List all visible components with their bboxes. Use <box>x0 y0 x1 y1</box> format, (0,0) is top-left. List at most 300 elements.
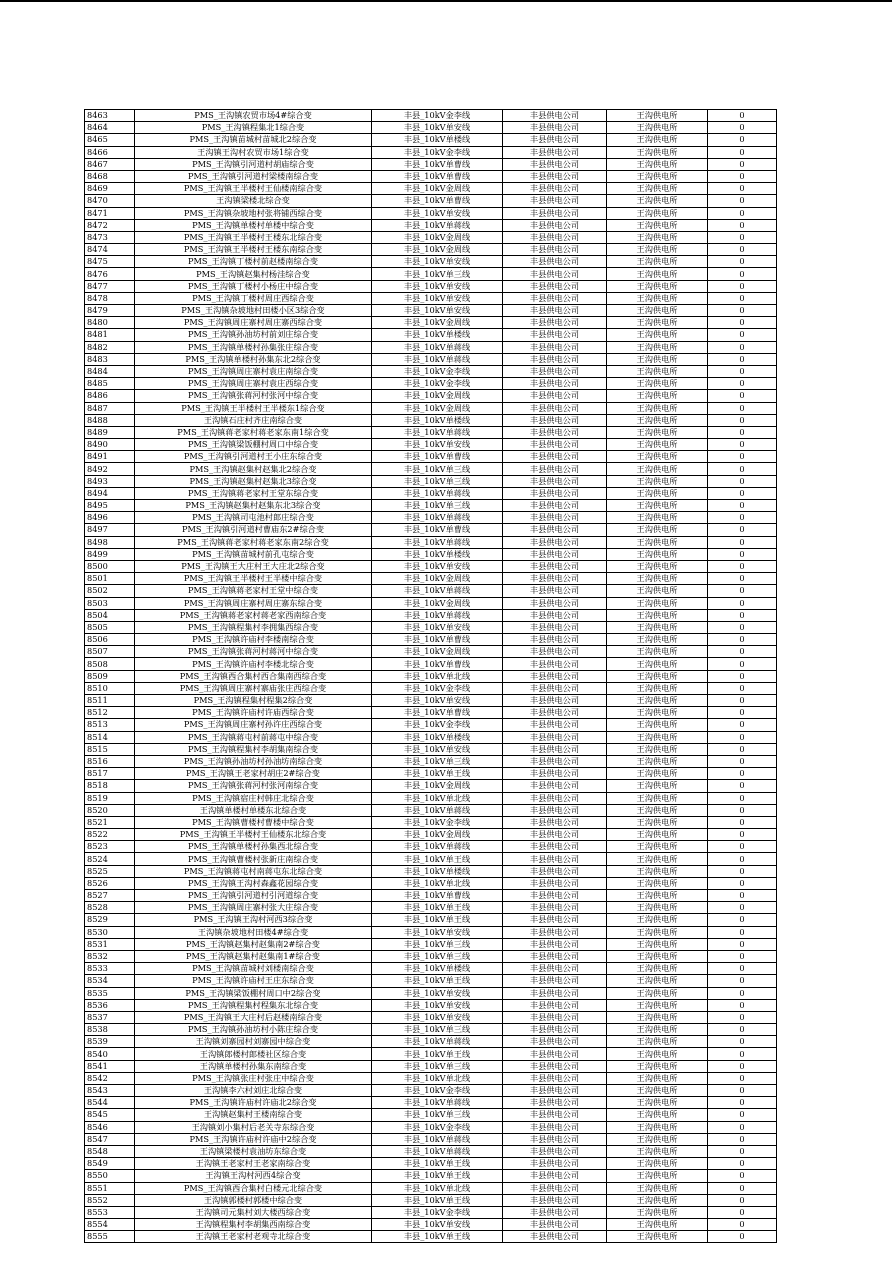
table-row <box>85 1097 777 1109</box>
table-row <box>85 1109 777 1121</box>
transformer-name-cell: PMS_王沟镇王半楼村王仙楼南综合变 <box>135 183 372 195</box>
row-id-cell: 8498 <box>85 536 135 548</box>
station-cell: 王沟供电所 <box>607 463 708 475</box>
feeder-line-cell: 丰县_10kV单三线 <box>372 500 503 512</box>
company-cell: 丰县供电公司 <box>503 646 607 658</box>
company-cell: 丰县供电公司 <box>503 536 607 548</box>
row-id-cell: 8505 <box>85 621 135 633</box>
transformer-name-cell: PMS_王沟镇西合集村白楼元北综合变 <box>135 1182 372 1194</box>
value-cell: 0 <box>708 1109 777 1121</box>
table-row <box>85 475 777 487</box>
transformer-name-cell: 王沟镇李六村刘庄北综合变 <box>135 1085 372 1097</box>
value-cell: 0 <box>708 1182 777 1194</box>
row-id-cell: 8527 <box>85 890 135 902</box>
feeder-line-cell: 丰县_10kV单三线 <box>372 938 503 950</box>
transformer-name-cell: PMS_王沟镇周庄寨村张大庄综合变 <box>135 902 372 914</box>
station-cell: 王沟供电所 <box>607 658 708 670</box>
value-cell: 0 <box>708 963 777 975</box>
transformer-name-cell: 王沟镇梁楼北综合变 <box>135 195 372 207</box>
value-cell: 0 <box>708 975 777 987</box>
station-cell: 王沟供电所 <box>607 755 708 767</box>
table-row <box>85 634 777 646</box>
transformer-name-cell: PMS_王沟镇蒋老家村蒋老家西南综合变 <box>135 609 372 621</box>
row-id-cell: 8529 <box>85 914 135 926</box>
table-row <box>85 305 777 317</box>
station-cell: 王沟供电所 <box>607 938 708 950</box>
row-id-cell: 8536 <box>85 999 135 1011</box>
feeder-line-cell: 丰县_10kV单安线 <box>372 292 503 304</box>
table-row <box>85 402 777 414</box>
table-row <box>85 926 777 938</box>
feeder-line-cell: 丰县_10kV单王线 <box>372 1231 503 1243</box>
feeder-line-cell: 丰县_10kV单王线 <box>372 853 503 865</box>
station-cell: 王沟供电所 <box>607 548 708 560</box>
feeder-line-cell: 丰县_10kV单蒋线 <box>372 841 503 853</box>
value-cell: 0 <box>708 548 777 560</box>
table-row <box>85 231 777 243</box>
company-cell: 丰县供电公司 <box>503 1133 607 1145</box>
transformer-name-cell: PMS_王沟镇周庄寨村周庄寨东综合变 <box>135 597 372 609</box>
transformer-name-cell: PMS_王沟镇许庙村李楼南综合变 <box>135 634 372 646</box>
feeder-line-cell: 丰县_10kV单楼线 <box>372 865 503 877</box>
feeder-line-cell: 丰县_10kV单王线 <box>372 1048 503 1060</box>
station-cell: 王沟供电所 <box>607 890 708 902</box>
transformer-name-cell: PMS_王沟镇蒋屯村前蒋屯中综合变 <box>135 731 372 743</box>
row-id-cell: 8472 <box>85 219 135 231</box>
value-cell: 0 <box>708 1145 777 1157</box>
company-cell: 丰县供电公司 <box>503 122 607 134</box>
value-cell: 0 <box>708 219 777 231</box>
value-cell: 0 <box>708 999 777 1011</box>
value-cell: 0 <box>708 597 777 609</box>
value-cell: 0 <box>708 414 777 426</box>
transformer-name-cell: 王沟镇王沟村农贸市场1综合变 <box>135 146 372 158</box>
row-id-cell: 8525 <box>85 865 135 877</box>
value-cell: 0 <box>708 816 777 828</box>
table-row <box>85 975 777 987</box>
table-row <box>85 816 777 828</box>
company-cell: 丰县供电公司 <box>503 110 607 122</box>
value-cell: 0 <box>708 378 777 390</box>
station-cell: 王沟供电所 <box>607 219 708 231</box>
row-id-cell: 8522 <box>85 829 135 841</box>
row-id-cell: 8521 <box>85 816 135 828</box>
transformer-name-cell: PMS_王沟镇曹楼村张新庄南综合变 <box>135 853 372 865</box>
company-cell: 丰县供电公司 <box>503 938 607 950</box>
row-id-cell: 8467 <box>85 158 135 170</box>
company-cell: 丰县供电公司 <box>503 402 607 414</box>
table-row <box>85 1194 777 1206</box>
station-cell: 王沟供电所 <box>607 646 708 658</box>
company-cell: 丰县供电公司 <box>503 280 607 292</box>
feeder-line-cell: 丰县_10kV金周线 <box>372 231 503 243</box>
transformer-name-cell: PMS_王沟镇梁饭棚村周口中综合变 <box>135 439 372 451</box>
station-cell: 王沟供电所 <box>607 609 708 621</box>
station-cell: 王沟供电所 <box>607 524 708 536</box>
feeder-line-cell: 丰县_10kV金李线 <box>372 1085 503 1097</box>
company-cell: 丰县供电公司 <box>503 1072 607 1084</box>
company-cell: 丰县供电公司 <box>503 670 607 682</box>
transformer-name-cell: 王沟镇梁楼村袁油坊东综合变 <box>135 1145 372 1157</box>
feeder-line-cell: 丰县_10kV单安线 <box>372 926 503 938</box>
transformer-name-cell: 王沟镇王老家村老观寺北综合变 <box>135 1231 372 1243</box>
value-cell: 0 <box>708 926 777 938</box>
feeder-line-cell: 丰县_10kV单蒋线 <box>372 1145 503 1157</box>
table-row <box>85 256 777 268</box>
station-cell: 王沟供电所 <box>607 110 708 122</box>
table-row <box>85 853 777 865</box>
value-cell: 0 <box>708 512 777 524</box>
company-cell: 丰县供电公司 <box>503 439 607 451</box>
company-cell: 丰县供电公司 <box>503 975 607 987</box>
station-cell: 王沟供电所 <box>607 1060 708 1072</box>
transformer-name-cell: PMS_王沟镇蒋老家村蒋老家东南1综合变 <box>135 426 372 438</box>
station-cell: 王沟供电所 <box>607 780 708 792</box>
value-cell: 0 <box>708 1206 777 1218</box>
company-cell: 丰县供电公司 <box>503 853 607 865</box>
station-cell: 王沟供电所 <box>607 1011 708 1023</box>
table-row <box>85 1182 777 1194</box>
table-row <box>85 768 777 780</box>
station-cell: 王沟供电所 <box>607 317 708 329</box>
table-row <box>85 500 777 512</box>
company-cell: 丰县供电公司 <box>503 597 607 609</box>
row-id-cell: 8504 <box>85 609 135 621</box>
feeder-line-cell: 丰县_10kV金周线 <box>372 183 503 195</box>
value-cell: 0 <box>708 329 777 341</box>
feeder-line-cell: 丰县_10kV单三线 <box>372 755 503 767</box>
transformer-name-cell: PMS_王沟镇许庙村许庙中2综合变 <box>135 1133 372 1145</box>
row-id-cell: 8500 <box>85 560 135 572</box>
transformer-name-cell: PMS_王沟镇蒋老家村蒋老家东南2综合变 <box>135 536 372 548</box>
table-row <box>85 890 777 902</box>
feeder-line-cell: 丰县_10kV单曹线 <box>372 890 503 902</box>
table-row <box>85 390 777 402</box>
value-cell: 0 <box>708 841 777 853</box>
row-id-cell: 8538 <box>85 1024 135 1036</box>
table-row <box>85 792 777 804</box>
table-row <box>85 560 777 572</box>
transformer-name-cell: PMS_王沟镇引河道村引河道综合变 <box>135 890 372 902</box>
station-cell: 王沟供电所 <box>607 1182 708 1194</box>
value-cell: 0 <box>708 829 777 841</box>
table-row <box>85 719 777 731</box>
row-id-cell: 8547 <box>85 1133 135 1145</box>
value-cell: 0 <box>708 609 777 621</box>
transformer-name-cell: 王沟镇石庄村齐庄南综合变 <box>135 414 372 426</box>
value-cell: 0 <box>708 292 777 304</box>
row-id-cell: 8518 <box>85 780 135 792</box>
value-cell: 0 <box>708 1072 777 1084</box>
company-cell: 丰县供电公司 <box>503 463 607 475</box>
feeder-line-cell: 丰县_10kV金李线 <box>372 378 503 390</box>
feeder-line-cell: 丰县_10kV单楼线 <box>372 414 503 426</box>
table-row <box>85 1121 777 1133</box>
feeder-line-cell: 丰县_10kV单安线 <box>372 621 503 633</box>
row-id-cell: 8534 <box>85 975 135 987</box>
transformer-name-cell: 王沟镇刘小集村后老关寺东综合变 <box>135 1121 372 1133</box>
value-cell: 0 <box>708 524 777 536</box>
station-cell: 王沟供电所 <box>607 1170 708 1182</box>
row-id-cell: 8464 <box>85 122 135 134</box>
station-cell: 王沟供电所 <box>607 1024 708 1036</box>
feeder-line-cell: 丰县_10kV金李线 <box>372 719 503 731</box>
transformer-name-cell: PMS_王沟镇农贸市场4#综合变 <box>135 110 372 122</box>
value-cell: 0 <box>708 402 777 414</box>
table-row <box>85 841 777 853</box>
feeder-line-cell: 丰县_10kV金周线 <box>372 573 503 585</box>
transformer-name-cell: PMS_王沟镇引河道村曹庙东2#综合变 <box>135 524 372 536</box>
transformer-name-cell: PMS_王沟镇王半楼村王半楼中综合变 <box>135 573 372 585</box>
station-cell: 王沟供电所 <box>607 707 708 719</box>
transformer-name-cell: PMS_王沟镇王半楼村王楼东南综合变 <box>135 244 372 256</box>
value-cell: 0 <box>708 890 777 902</box>
feeder-line-cell: 丰县_10kV单蒋线 <box>372 426 503 438</box>
value-cell: 0 <box>708 365 777 377</box>
transformer-name-cell: 王沟镇单楼村单楼东北综合变 <box>135 804 372 816</box>
feeder-line-cell: 丰县_10kV单安线 <box>372 999 503 1011</box>
table-row <box>85 536 777 548</box>
table-row <box>85 1072 777 1084</box>
value-cell: 0 <box>708 1219 777 1231</box>
company-cell: 丰县供电公司 <box>503 695 607 707</box>
row-id-cell: 8483 <box>85 353 135 365</box>
table-row <box>85 146 777 158</box>
transformer-name-cell: PMS_王沟镇张庄村张庄中综合变 <box>135 1072 372 1084</box>
value-cell: 0 <box>708 1011 777 1023</box>
feeder-line-cell: 丰县_10kV单楼线 <box>372 329 503 341</box>
station-cell: 王沟供电所 <box>607 1206 708 1218</box>
transformer-name-cell: PMS_王沟镇单楼村孙集西北综合变 <box>135 841 372 853</box>
row-id-cell: 8550 <box>85 1170 135 1182</box>
value-cell: 0 <box>708 1133 777 1145</box>
value-cell: 0 <box>708 1170 777 1182</box>
transformer-name-cell: PMS_王沟镇周庄寨村孙许庄西综合变 <box>135 719 372 731</box>
station-cell: 王沟供电所 <box>607 914 708 926</box>
station-cell: 王沟供电所 <box>607 170 708 182</box>
feeder-line-cell: 丰县_10kV单蒋线 <box>372 609 503 621</box>
company-cell: 丰县供电公司 <box>503 353 607 365</box>
company-cell: 丰县供电公司 <box>503 183 607 195</box>
table-row <box>85 1085 777 1097</box>
table-row <box>85 414 777 426</box>
row-id-cell: 8545 <box>85 1109 135 1121</box>
row-id-cell: 8496 <box>85 512 135 524</box>
station-cell: 王沟供电所 <box>607 1121 708 1133</box>
value-cell: 0 <box>708 707 777 719</box>
station-cell: 王沟供电所 <box>607 963 708 975</box>
company-cell: 丰县供电公司 <box>503 1036 607 1048</box>
row-id-cell: 8486 <box>85 390 135 402</box>
value-cell: 0 <box>708 768 777 780</box>
company-cell: 丰县供电公司 <box>503 1085 607 1097</box>
value-cell: 0 <box>708 914 777 926</box>
row-id-cell: 8541 <box>85 1060 135 1072</box>
transformer-table <box>84 109 777 1243</box>
row-id-cell: 8554 <box>85 1219 135 1231</box>
value-cell: 0 <box>708 902 777 914</box>
transformer-name-cell: PMS_王沟镇许庙村许庙西综合变 <box>135 707 372 719</box>
feeder-line-cell: 丰县_10kV金周线 <box>372 244 503 256</box>
transformer-name-cell: 王沟镇郎楼村郎楼社区综合变 <box>135 1048 372 1060</box>
transformer-name-cell: PMS_王沟镇单楼村单楼中综合变 <box>135 219 372 231</box>
value-cell: 0 <box>708 305 777 317</box>
station-cell: 王沟供电所 <box>607 597 708 609</box>
transformer-name-cell: PMS_王沟镇杂坡地村田楼小区3综合变 <box>135 305 372 317</box>
table-row <box>85 1158 777 1170</box>
feeder-line-cell: 丰县_10kV金周线 <box>372 646 503 658</box>
transformer-name-cell: PMS_王沟镇杂坡地村张将铺西综合变 <box>135 207 372 219</box>
value-cell: 0 <box>708 792 777 804</box>
row-id-cell: 8492 <box>85 463 135 475</box>
company-cell: 丰县供电公司 <box>503 634 607 646</box>
feeder-line-cell: 丰县_10kV单北线 <box>372 877 503 889</box>
row-id-cell: 8487 <box>85 402 135 414</box>
feeder-line-cell: 丰县_10kV单三线 <box>372 268 503 280</box>
row-id-cell: 8530 <box>85 926 135 938</box>
station-cell: 王沟供电所 <box>607 719 708 731</box>
transformer-name-cell: PMS_王沟镇司屯池村郎庄综合变 <box>135 512 372 524</box>
value-cell: 0 <box>708 536 777 548</box>
row-id-cell: 8494 <box>85 487 135 499</box>
row-id-cell: 8479 <box>85 305 135 317</box>
row-id-cell: 8520 <box>85 804 135 816</box>
station-cell: 王沟供电所 <box>607 487 708 499</box>
transformer-name-cell: 王沟镇刘寨园村刘寨园中综合变 <box>135 1036 372 1048</box>
station-cell: 王沟供电所 <box>607 731 708 743</box>
company-cell: 丰县供电公司 <box>503 585 607 597</box>
feeder-line-cell: 丰县_10kV单三线 <box>372 1109 503 1121</box>
transformer-name-cell: 王沟镇程集村李胡集西南综合变 <box>135 1219 372 1231</box>
feeder-line-cell: 丰县_10kV单蒋线 <box>372 219 503 231</box>
company-cell: 丰县供电公司 <box>503 378 607 390</box>
transformer-name-cell: PMS_王沟镇引河道村王小庄东综合变 <box>135 451 372 463</box>
company-cell: 丰县供电公司 <box>503 426 607 438</box>
table-row <box>85 524 777 536</box>
company-cell: 丰县供电公司 <box>503 1206 607 1218</box>
feeder-line-cell: 丰县_10kV单蒋线 <box>372 536 503 548</box>
table-row <box>85 938 777 950</box>
table-row <box>85 755 777 767</box>
feeder-line-cell: 丰县_10kV单楼线 <box>372 134 503 146</box>
company-cell: 丰县供电公司 <box>503 512 607 524</box>
station-cell: 王沟供电所 <box>607 1231 708 1243</box>
value-cell: 0 <box>708 341 777 353</box>
table-row <box>85 695 777 707</box>
company-cell: 丰县供电公司 <box>503 719 607 731</box>
transformer-name-cell: PMS_王沟镇许庙村许庙北2综合变 <box>135 1097 372 1109</box>
feeder-line-cell: 丰县_10kV金周线 <box>372 597 503 609</box>
company-cell: 丰县供电公司 <box>503 743 607 755</box>
station-cell: 王沟供电所 <box>607 134 708 146</box>
table-row <box>85 877 777 889</box>
company-cell: 丰县供电公司 <box>503 926 607 938</box>
row-id-cell: 8513 <box>85 719 135 731</box>
feeder-line-cell: 丰县_10kV单王线 <box>372 914 503 926</box>
feeder-line-cell: 丰县_10kV金周线 <box>372 829 503 841</box>
feeder-line-cell: 丰县_10kV单安线 <box>372 439 503 451</box>
station-cell: 王沟供电所 <box>607 1097 708 1109</box>
transformer-name-cell: PMS_王沟镇引河道村胡庙综合变 <box>135 158 372 170</box>
transformer-name-cell: PMS_王沟镇梁饭棚村周口中2综合变 <box>135 987 372 999</box>
transformer-name-cell: PMS_王沟镇苗城村苗城北2综合变 <box>135 134 372 146</box>
value-cell: 0 <box>708 183 777 195</box>
table-row <box>85 682 777 694</box>
row-id-cell: 8553 <box>85 1206 135 1218</box>
feeder-line-cell: 丰县_10kV单三线 <box>372 1024 503 1036</box>
table-row <box>85 1048 777 1060</box>
feeder-line-cell: 丰县_10kV金李线 <box>372 1206 503 1218</box>
company-cell: 丰县供电公司 <box>503 987 607 999</box>
transformer-name-cell: PMS_王沟镇苗城村刘楼南综合变 <box>135 963 372 975</box>
company-cell: 丰县供电公司 <box>503 731 607 743</box>
table-row <box>85 707 777 719</box>
feeder-line-cell: 丰县_10kV单蒋线 <box>372 804 503 816</box>
station-cell: 王沟供电所 <box>607 378 708 390</box>
table-row <box>85 110 777 122</box>
table-row <box>85 963 777 975</box>
transformer-name-cell: PMS_王沟镇单楼村孙集东北2综合变 <box>135 353 372 365</box>
table-row <box>85 902 777 914</box>
station-cell: 王沟供电所 <box>607 902 708 914</box>
station-cell: 王沟供电所 <box>607 146 708 158</box>
value-cell: 0 <box>708 1060 777 1072</box>
station-cell: 王沟供电所 <box>607 195 708 207</box>
transformer-name-cell: PMS_王沟镇周庄寨村袁庄南综合变 <box>135 365 372 377</box>
transformer-name-cell: 王沟镇王沟村河西4综合变 <box>135 1170 372 1182</box>
transformer-name-cell: 王沟镇赵集村王楼南综合变 <box>135 1109 372 1121</box>
value-cell: 0 <box>708 682 777 694</box>
table-row <box>85 1206 777 1218</box>
table-row <box>85 341 777 353</box>
value-cell: 0 <box>708 1085 777 1097</box>
feeder-line-cell: 丰县_10kV单楼线 <box>372 731 503 743</box>
row-id-cell: 8476 <box>85 268 135 280</box>
company-cell: 丰县供电公司 <box>503 609 607 621</box>
transformer-name-cell: PMS_王沟镇许庙村王庄东综合变 <box>135 975 372 987</box>
company-cell: 丰县供电公司 <box>503 487 607 499</box>
table-row <box>85 1219 777 1231</box>
transformer-name-cell: PMS_王沟镇赵集村赵集北2综合变 <box>135 463 372 475</box>
station-cell: 王沟供电所 <box>607 451 708 463</box>
company-cell: 丰县供电公司 <box>503 890 607 902</box>
station-cell: 王沟供电所 <box>607 853 708 865</box>
row-id-cell: 8528 <box>85 902 135 914</box>
row-id-cell: 8489 <box>85 426 135 438</box>
feeder-line-cell: 丰县_10kV金周线 <box>372 317 503 329</box>
feeder-line-cell: 丰县_10kV单蒋线 <box>372 1097 503 1109</box>
company-cell: 丰县供电公司 <box>503 341 607 353</box>
feeder-line-cell: 丰县_10kV单安线 <box>372 560 503 572</box>
row-id-cell: 8551 <box>85 1182 135 1194</box>
station-cell: 王沟供电所 <box>607 500 708 512</box>
company-cell: 丰县供电公司 <box>503 1145 607 1157</box>
table-row <box>85 1231 777 1243</box>
transformer-name-cell: 王沟镇司元集村刘大楼西综合变 <box>135 1206 372 1218</box>
feeder-line-cell: 丰县_10kV单安线 <box>372 987 503 999</box>
value-cell: 0 <box>708 439 777 451</box>
row-id-cell: 8531 <box>85 938 135 950</box>
feeder-line-cell: 丰县_10kV金李线 <box>372 365 503 377</box>
transformer-name-cell: PMS_王沟镇赵集村赵集北3综合变 <box>135 475 372 487</box>
company-cell: 丰县供电公司 <box>503 548 607 560</box>
company-cell: 丰县供电公司 <box>503 292 607 304</box>
transformer-name-cell: PMS_王沟镇单楼村孙集张庄综合变 <box>135 341 372 353</box>
row-id-cell: 8515 <box>85 743 135 755</box>
station-cell: 王沟供电所 <box>607 1085 708 1097</box>
company-cell: 丰县供电公司 <box>503 1048 607 1060</box>
company-cell: 丰县供电公司 <box>503 999 607 1011</box>
